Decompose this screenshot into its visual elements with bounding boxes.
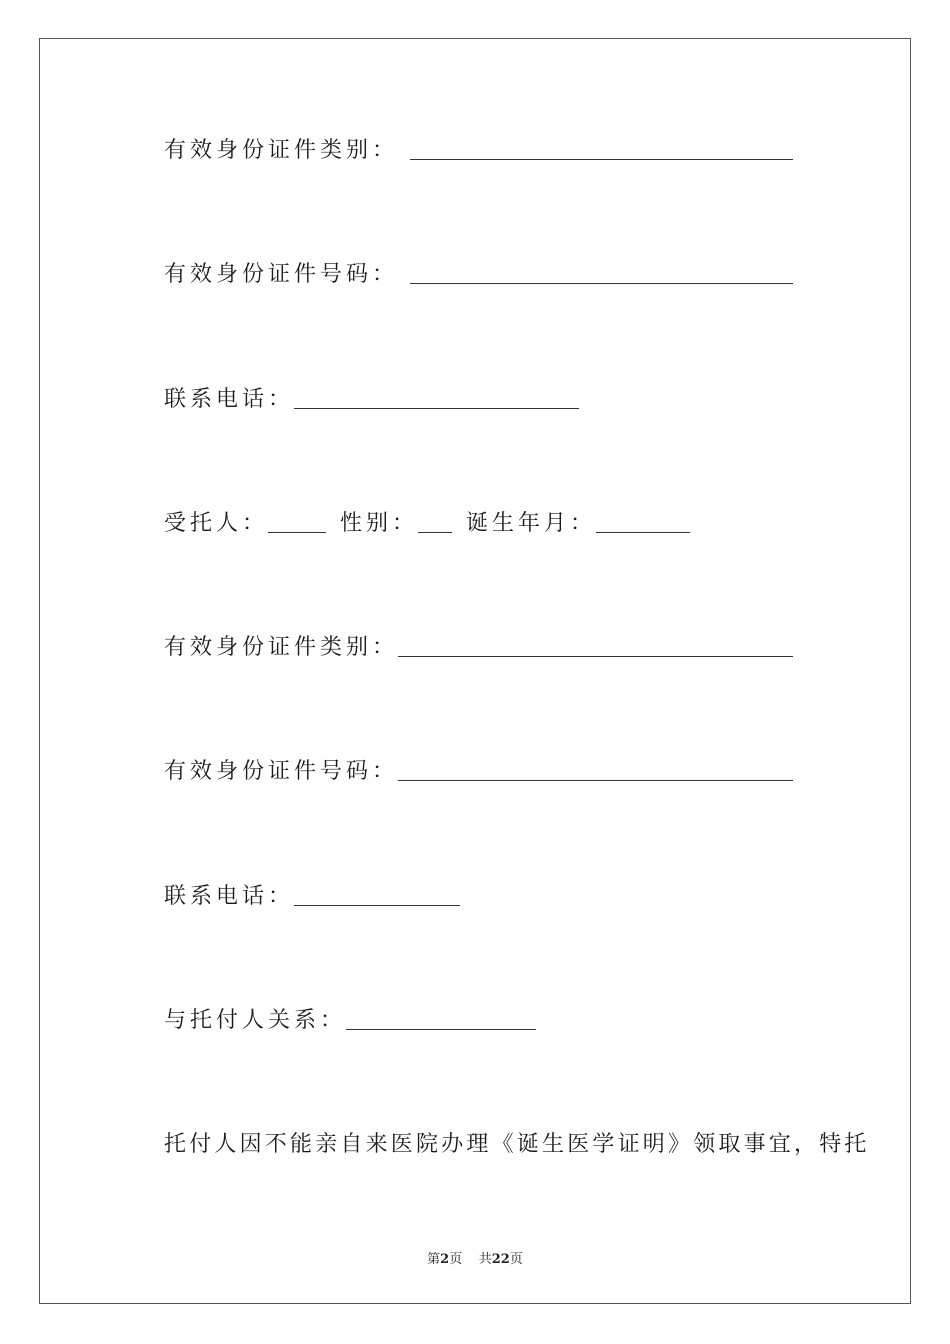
phone-label: 联系电话： <box>164 387 295 412</box>
phone-blank[interactable] <box>294 885 460 906</box>
birth-blank[interactable] <box>596 512 690 533</box>
id-number-row-2 <box>164 758 793 786</box>
id-number-label: 有效身份证件号码： <box>164 759 399 784</box>
id-type-row-1 <box>164 137 793 165</box>
phone-row-2 <box>164 883 460 911</box>
body-text: 托付人因不能亲自来医院办理《诞生医学证明》领取事宜，特托 <box>164 1132 870 1157</box>
phone-row-1 <box>164 386 579 414</box>
id-number-label: 有效身份证件号码： <box>164 262 399 287</box>
footer-total-pages: 22 <box>491 1252 510 1267</box>
footer-prefix: 第 <box>427 1252 441 1267</box>
relation-blank[interactable] <box>346 1009 536 1030</box>
page-border <box>39 38 911 1304</box>
page-footer <box>0 1248 950 1267</box>
relation-row <box>164 1007 536 1035</box>
footer-total-prefix: 共 <box>478 1252 492 1267</box>
phone-blank[interactable] <box>294 388 579 409</box>
footer-total-suffix: 页 <box>509 1252 523 1267</box>
phone-label: 联系电话： <box>164 884 295 909</box>
id-number-row-1 <box>164 261 793 289</box>
id-type-row-2 <box>164 634 793 662</box>
birth-label: 诞生年月： <box>466 511 597 536</box>
gender-blank[interactable] <box>418 512 452 533</box>
id-type-label: 有效身份证件类别： <box>164 138 399 163</box>
id-number-blank[interactable] <box>410 263 793 284</box>
body-paragraph <box>164 1131 870 1159</box>
relation-label: 与托付人关系： <box>164 1008 347 1033</box>
trustee-blank[interactable] <box>268 512 326 533</box>
gender-label: 性别： <box>340 511 419 536</box>
trustee-label: 受托人： <box>164 511 269 536</box>
id-number-blank[interactable] <box>398 760 793 781</box>
id-type-blank[interactable] <box>410 139 793 160</box>
id-type-label: 有效身份证件类别： <box>164 635 399 660</box>
trustee-row <box>164 510 690 538</box>
footer-page-word: 页 <box>449 1252 463 1267</box>
footer-current-page: 2 <box>440 1252 450 1267</box>
id-type-blank[interactable] <box>398 636 793 657</box>
